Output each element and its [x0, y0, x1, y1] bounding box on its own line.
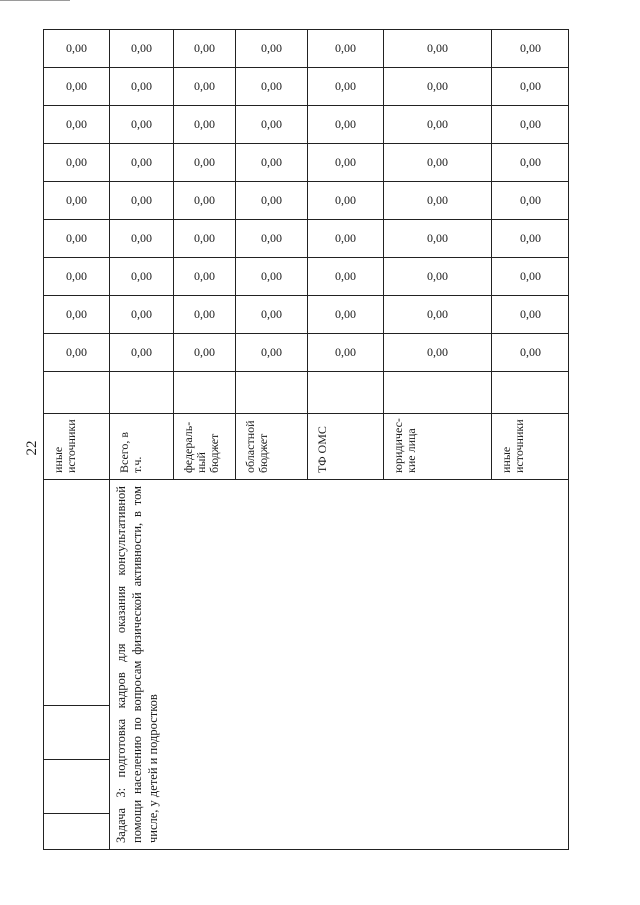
value-text: 0,00	[66, 79, 87, 93]
value-cell	[384, 68, 492, 106]
value-text: 0,00	[194, 117, 215, 131]
value-cell	[384, 296, 492, 334]
value-text: 0,00	[261, 41, 282, 55]
value-text: 0,00	[194, 231, 215, 245]
value-text: 0,00	[131, 269, 152, 283]
value-text: 0,00	[66, 231, 87, 245]
value-cell	[308, 220, 384, 258]
empty-cell	[44, 760, 110, 814]
value-cell	[174, 106, 236, 144]
value-cell	[384, 334, 492, 372]
value-text: 0,00	[335, 269, 356, 283]
value-cell	[236, 106, 308, 144]
value-text: 0,00	[335, 307, 356, 321]
value-text: 0,00	[519, 307, 541, 321]
value-text: 0,00	[335, 155, 356, 169]
value-cell	[236, 144, 308, 182]
value-cell	[308, 258, 384, 296]
empty-cell	[44, 372, 110, 414]
scan-artifact	[0, 0, 70, 1]
value-text: 0,00	[261, 193, 282, 207]
value-cell	[110, 296, 174, 334]
value-text: 0,00	[66, 41, 87, 55]
value-text: 0,00	[335, 231, 356, 245]
value-cell	[492, 182, 569, 220]
value-cell	[236, 334, 308, 372]
value-cell	[492, 296, 569, 334]
empty-cell	[44, 480, 110, 706]
value-text: 0,00	[519, 269, 541, 283]
value-text: 0,00	[66, 345, 87, 359]
value-cell	[110, 182, 174, 220]
value-cell	[308, 182, 384, 220]
value-cell	[44, 296, 110, 334]
value-cell	[44, 144, 110, 182]
value-cell	[44, 182, 110, 220]
row-label: Всего, в т.ч.	[110, 414, 174, 480]
value-cell	[110, 334, 174, 372]
value-text: 0,00	[427, 79, 448, 93]
value-text: 0,00	[519, 79, 541, 93]
budget-table	[43, 29, 569, 850]
value-text: 0,00	[427, 345, 448, 359]
value-text: 0,00	[66, 269, 87, 283]
value-cell	[308, 68, 384, 106]
value-text: 0,00	[131, 231, 152, 245]
value-cell	[174, 296, 236, 334]
table-row	[44, 30, 110, 850]
page-number: 22	[24, 440, 40, 456]
value-cell	[174, 68, 236, 106]
value-text: 0,00	[194, 307, 215, 321]
value-text: 0,00	[261, 155, 282, 169]
empty-cell	[384, 372, 492, 414]
value-cell	[174, 334, 236, 372]
value-text: 0,00	[427, 117, 448, 131]
value-cell	[384, 30, 492, 68]
value-text: 0,00	[261, 307, 282, 321]
value-cell	[492, 106, 569, 144]
value-text: 0,00	[66, 193, 87, 207]
value-text: 0,00	[131, 345, 152, 359]
value-cell	[44, 106, 110, 144]
empty-cell	[44, 814, 110, 850]
value-text: 0,00	[519, 231, 541, 245]
value-text: 0,00	[131, 193, 152, 207]
value-text: 0,00	[427, 269, 448, 283]
value-cell	[236, 30, 308, 68]
value-text: 0,00	[131, 155, 152, 169]
empty-cell	[174, 372, 236, 414]
value-cell	[492, 30, 569, 68]
value-text: 0,00	[519, 117, 541, 131]
value-text: 0,00	[194, 41, 215, 55]
value-text: 0,00	[66, 155, 87, 169]
value-cell	[110, 68, 174, 106]
row-label: областной бюджет	[236, 414, 308, 480]
value-cell	[174, 144, 236, 182]
value-cell	[492, 334, 569, 372]
value-text: 0,00	[519, 193, 541, 207]
rotated-table-frame	[43, 41, 568, 850]
value-cell	[492, 144, 569, 182]
value-cell	[174, 220, 236, 258]
value-text: 0,00	[131, 79, 152, 93]
value-cell	[44, 68, 110, 106]
value-cell	[174, 182, 236, 220]
value-text: 0,00	[519, 345, 541, 359]
value-cell	[236, 68, 308, 106]
value-text: 0,00	[194, 269, 215, 283]
value-text: 0,00	[261, 345, 282, 359]
value-cell	[44, 334, 110, 372]
value-cell	[174, 30, 236, 68]
value-text: 0,00	[261, 231, 282, 245]
value-cell	[308, 30, 384, 68]
value-text: 0,00	[131, 41, 152, 55]
value-cell	[110, 220, 174, 258]
row-label: иные источники	[492, 414, 569, 480]
value-cell	[110, 144, 174, 182]
value-text: 0,00	[261, 79, 282, 93]
value-text: 0,00	[519, 41, 541, 55]
value-text: 0,00	[131, 307, 152, 321]
value-text: 0,00	[335, 117, 356, 131]
value-text: 0,00	[194, 193, 215, 207]
value-text: 0,00	[427, 155, 448, 169]
value-cell	[384, 182, 492, 220]
empty-cell	[110, 372, 174, 414]
value-cell	[44, 220, 110, 258]
empty-cell	[492, 372, 569, 414]
value-text: 0,00	[66, 307, 87, 321]
value-cell	[308, 296, 384, 334]
value-cell	[236, 220, 308, 258]
value-cell	[384, 106, 492, 144]
value-text: 0,00	[335, 41, 356, 55]
value-text: 0,00	[427, 193, 448, 207]
value-cell	[492, 220, 569, 258]
value-cell	[44, 258, 110, 296]
value-text: 0,00	[427, 231, 448, 245]
value-text: 0,00	[194, 79, 215, 93]
value-cell	[384, 144, 492, 182]
value-cell	[492, 258, 569, 296]
value-text: 0,00	[335, 79, 356, 93]
value-cell	[236, 258, 308, 296]
value-cell	[110, 258, 174, 296]
row-label: ТФ ОМС	[308, 414, 384, 480]
value-cell	[384, 220, 492, 258]
row-label: федераль-ный бюджет	[174, 414, 236, 480]
value-text: 0,00	[194, 345, 215, 359]
value-text: 0,00	[261, 269, 282, 283]
value-text: 0,00	[66, 117, 87, 131]
value-text: 0,00	[335, 345, 356, 359]
value-text: 0,00	[131, 117, 152, 131]
value-text: 0,00	[427, 307, 448, 321]
value-text: 0,00	[427, 41, 448, 55]
value-cell	[236, 182, 308, 220]
value-text: 0,00	[335, 193, 356, 207]
empty-cell	[44, 706, 110, 760]
value-cell	[174, 258, 236, 296]
row-label: иные источники	[44, 414, 110, 480]
value-cell	[384, 258, 492, 296]
table-row	[110, 30, 174, 850]
value-cell	[110, 30, 174, 68]
value-text: 0,00	[194, 155, 215, 169]
value-cell	[308, 334, 384, 372]
value-text: 0,00	[519, 155, 541, 169]
value-cell	[236, 296, 308, 334]
value-cell	[110, 106, 174, 144]
value-cell	[492, 68, 569, 106]
task-description: Задача 3: подготовка кадров для оказания консультативной помощи населению по вопросам физической активности, в том числе, у детей и подростков	[110, 480, 569, 850]
value-cell	[44, 30, 110, 68]
value-cell	[308, 106, 384, 144]
row-label: юридичес-кие лица	[384, 414, 492, 480]
value-text: 0,00	[261, 117, 282, 131]
empty-cell	[308, 372, 384, 414]
value-cell	[308, 144, 384, 182]
empty-cell	[236, 372, 308, 414]
